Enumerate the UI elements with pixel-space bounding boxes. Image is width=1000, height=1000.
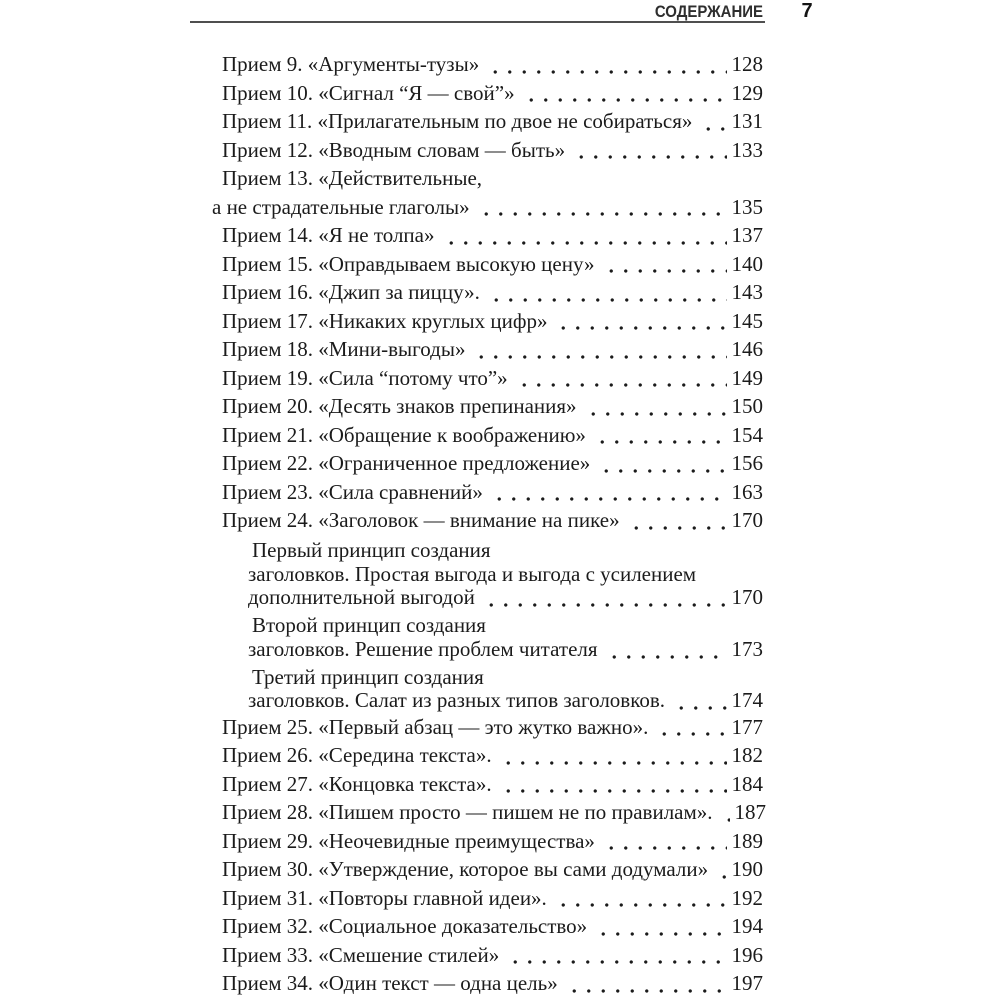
toc-entry-page: 131 <box>731 109 763 133</box>
toc-row <box>212 449 763 478</box>
toc-row <box>212 307 763 336</box>
toc-entry-text: Прием 29. «Неочевидные преимущества» <box>222 828 595 853</box>
dot-leader <box>627 506 727 535</box>
dot-leader <box>472 335 726 364</box>
dot-leader <box>554 307 726 336</box>
dot-leader <box>602 827 727 856</box>
toc-row <box>212 884 763 913</box>
toc-entry-page: 197 <box>731 971 763 995</box>
toc-entry-text: Первый принцип создания <box>252 538 491 562</box>
toc-row <box>212 689 763 713</box>
dot-leader <box>482 586 727 610</box>
toc-entry-page: 156 <box>731 451 763 475</box>
toc-entry-text: Прием 12. «Вводным словам — быть» <box>222 137 566 162</box>
toc-entry-text: Прием 24. «Заголовок — внимание на пике» <box>222 508 620 532</box>
toc-row <box>212 136 763 165</box>
dot-leader <box>554 884 727 913</box>
dot-leader <box>442 221 727 250</box>
toc-row <box>212 278 763 307</box>
dot-leader <box>602 250 727 279</box>
toc-row <box>212 79 763 108</box>
toc-row <box>212 478 763 507</box>
toc-row <box>212 539 763 563</box>
toc-row <box>212 164 763 193</box>
toc-entry-page: 135 <box>731 194 763 219</box>
running-head-title: СОДЕРЖАНИЕ <box>654 2 763 21</box>
dot-leader <box>499 741 727 770</box>
toc-entry-text: Прием 22. «Ограниченное предложение» <box>222 451 591 475</box>
toc-entry-page: 170 <box>731 508 763 532</box>
dot-leader <box>490 478 727 507</box>
toc-entry-text: Прием 10. «Сигнал “Я — свой”» <box>222 80 515 105</box>
toc-entry-text: Второй принцип создания <box>252 613 486 637</box>
dot-leader <box>499 770 727 799</box>
toc-row <box>212 969 763 998</box>
toc-entry-page: 149 <box>731 365 763 390</box>
toc-entry-text: Прием 11. «Прилагательным по двое не собираться» <box>222 109 693 133</box>
toc-row <box>212 392 763 421</box>
page-number: 7 <box>801 0 813 22</box>
toc-row <box>212 827 763 856</box>
toc-entry-text: дополнительной выгодой <box>248 585 475 609</box>
toc-entry-text: Прием 25. «Первый абзац — это жутко важно». <box>222 714 649 739</box>
toc-entry-text: Прием 9. «Аргументы-тузы» <box>222 52 480 76</box>
toc-entry-text: Прием 15. «Оправдываем высокую цену» <box>222 251 595 276</box>
dot-leader <box>572 136 726 165</box>
toc-entry-text: Прием 13. «Действительные, <box>222 166 483 190</box>
toc-entry-page: 143 <box>731 280 763 304</box>
toc-entry-page: 190 <box>731 857 763 881</box>
toc-entry-page: 182 <box>731 743 763 767</box>
toc-row <box>212 506 763 535</box>
toc-row <box>212 798 767 827</box>
toc-entry-text: Третий принцип создания <box>252 664 484 689</box>
toc-entry-text: Прием 23. «Сила сравнений» <box>222 479 483 504</box>
dot-leader <box>515 364 727 393</box>
toc-entry-text: заголовков. Решение проблем читателя <box>248 636 598 661</box>
toc-entry-page: 196 <box>731 942 763 967</box>
dot-leader <box>594 912 726 941</box>
toc-row <box>212 421 763 450</box>
toc-list <box>212 50 767 998</box>
toc-row <box>212 638 763 662</box>
toc-entry-page: 137 <box>731 223 763 247</box>
toc-entry-page: 154 <box>731 422 763 447</box>
toc-row <box>212 855 763 884</box>
toc-entry-text: Прием 16. «Джип за пиццу». <box>222 280 480 304</box>
toc-row <box>212 741 763 770</box>
dot-leader <box>486 50 726 79</box>
dot-leader <box>522 79 727 108</box>
toc-row <box>212 364 763 393</box>
toc-entry-text: Прием 27. «Концовка текста». <box>222 771 492 796</box>
toc-entry-page: 194 <box>731 914 763 938</box>
toc-row <box>212 50 763 79</box>
toc-entry-page: 177 <box>731 714 763 739</box>
toc-entry-text: Прием 20. «Десять знаков препинания» <box>222 394 577 418</box>
toc-entry-page: 173 <box>731 636 763 661</box>
dot-leader <box>605 638 727 662</box>
toc-entry-text: Прием 28. «Пишем просто — пишем не по правилам». <box>222 800 713 824</box>
toc-entry-text: Прием 18. «Мини-выгоды» <box>222 337 466 361</box>
toc-entry-page: 150 <box>731 394 763 418</box>
header-rule-divider <box>190 21 765 23</box>
dot-leader <box>487 278 727 307</box>
toc-row <box>212 666 763 690</box>
toc-entry-page: 163 <box>731 479 763 504</box>
toc-row <box>212 713 763 742</box>
toc-row <box>212 107 763 136</box>
toc-row <box>212 250 763 279</box>
toc-entry-text: заголовков. Простая выгода и выгода с усилением <box>248 561 697 586</box>
toc-entry-page: 140 <box>731 251 763 276</box>
dot-leader <box>715 855 726 884</box>
toc-entry-text: Прием 19. «Сила “потому что”» <box>222 365 508 390</box>
toc-row <box>212 941 763 970</box>
toc-entry-text: заголовков. Салат из разных типов заголовков. <box>248 688 666 712</box>
toc-entry-text: Прием 21. «Обращение к воображению» <box>222 422 586 447</box>
toc-row <box>212 335 763 364</box>
toc-row <box>212 586 763 610</box>
toc-entry-page: 187 <box>734 800 767 824</box>
dot-leader <box>597 449 726 478</box>
toc-entry-text: Прием 32. «Социальное доказательство» <box>222 914 588 938</box>
toc-entry-page: 184 <box>731 771 763 796</box>
toc-entry-text: Прием 30. «Утверждение, которое вы сами додумали» <box>222 857 709 881</box>
toc-row <box>212 193 763 222</box>
dot-leader <box>477 193 727 222</box>
dot-leader <box>699 107 726 136</box>
toc-entry-text: а не страдательные глаголы» <box>212 194 470 219</box>
dot-leader <box>720 798 730 827</box>
toc-entry-page: 129 <box>731 80 763 105</box>
toc-entry-text: Прием 31. «Повторы главной идеи». <box>222 885 547 910</box>
toc-entry-page: 128 <box>731 52 763 76</box>
toc-row <box>212 614 763 638</box>
toc-row <box>212 770 763 799</box>
toc-entry-page: 174 <box>731 688 763 712</box>
dot-leader <box>565 969 727 998</box>
dot-leader <box>584 392 727 421</box>
toc-entry-text: Прием 34. «Один текст — одна цель» <box>222 971 558 995</box>
toc-row <box>212 221 763 250</box>
toc-entry-page: 146 <box>731 337 763 361</box>
toc-entry-text: Прием 17. «Никаких круглых цифр» <box>222 308 548 333</box>
toc-entry-page: 170 <box>731 585 763 609</box>
toc-entry-page: 145 <box>731 308 763 333</box>
toc-entry-page: 192 <box>731 885 763 910</box>
dot-leader <box>506 941 726 970</box>
dot-leader <box>672 689 726 713</box>
dot-leader <box>593 421 727 450</box>
toc-entry-page: 133 <box>731 137 763 162</box>
toc-entry-page: 189 <box>731 828 763 853</box>
toc-entry-text: Прием 26. «Середина текста». <box>222 743 492 767</box>
toc-row <box>212 912 763 941</box>
toc-entry-text: Прием 14. «Я не толпа» <box>222 223 435 247</box>
toc-row <box>212 563 763 587</box>
toc-entry-text: Прием 33. «Смешение стилей» <box>222 942 500 967</box>
dot-leader <box>655 713 726 742</box>
